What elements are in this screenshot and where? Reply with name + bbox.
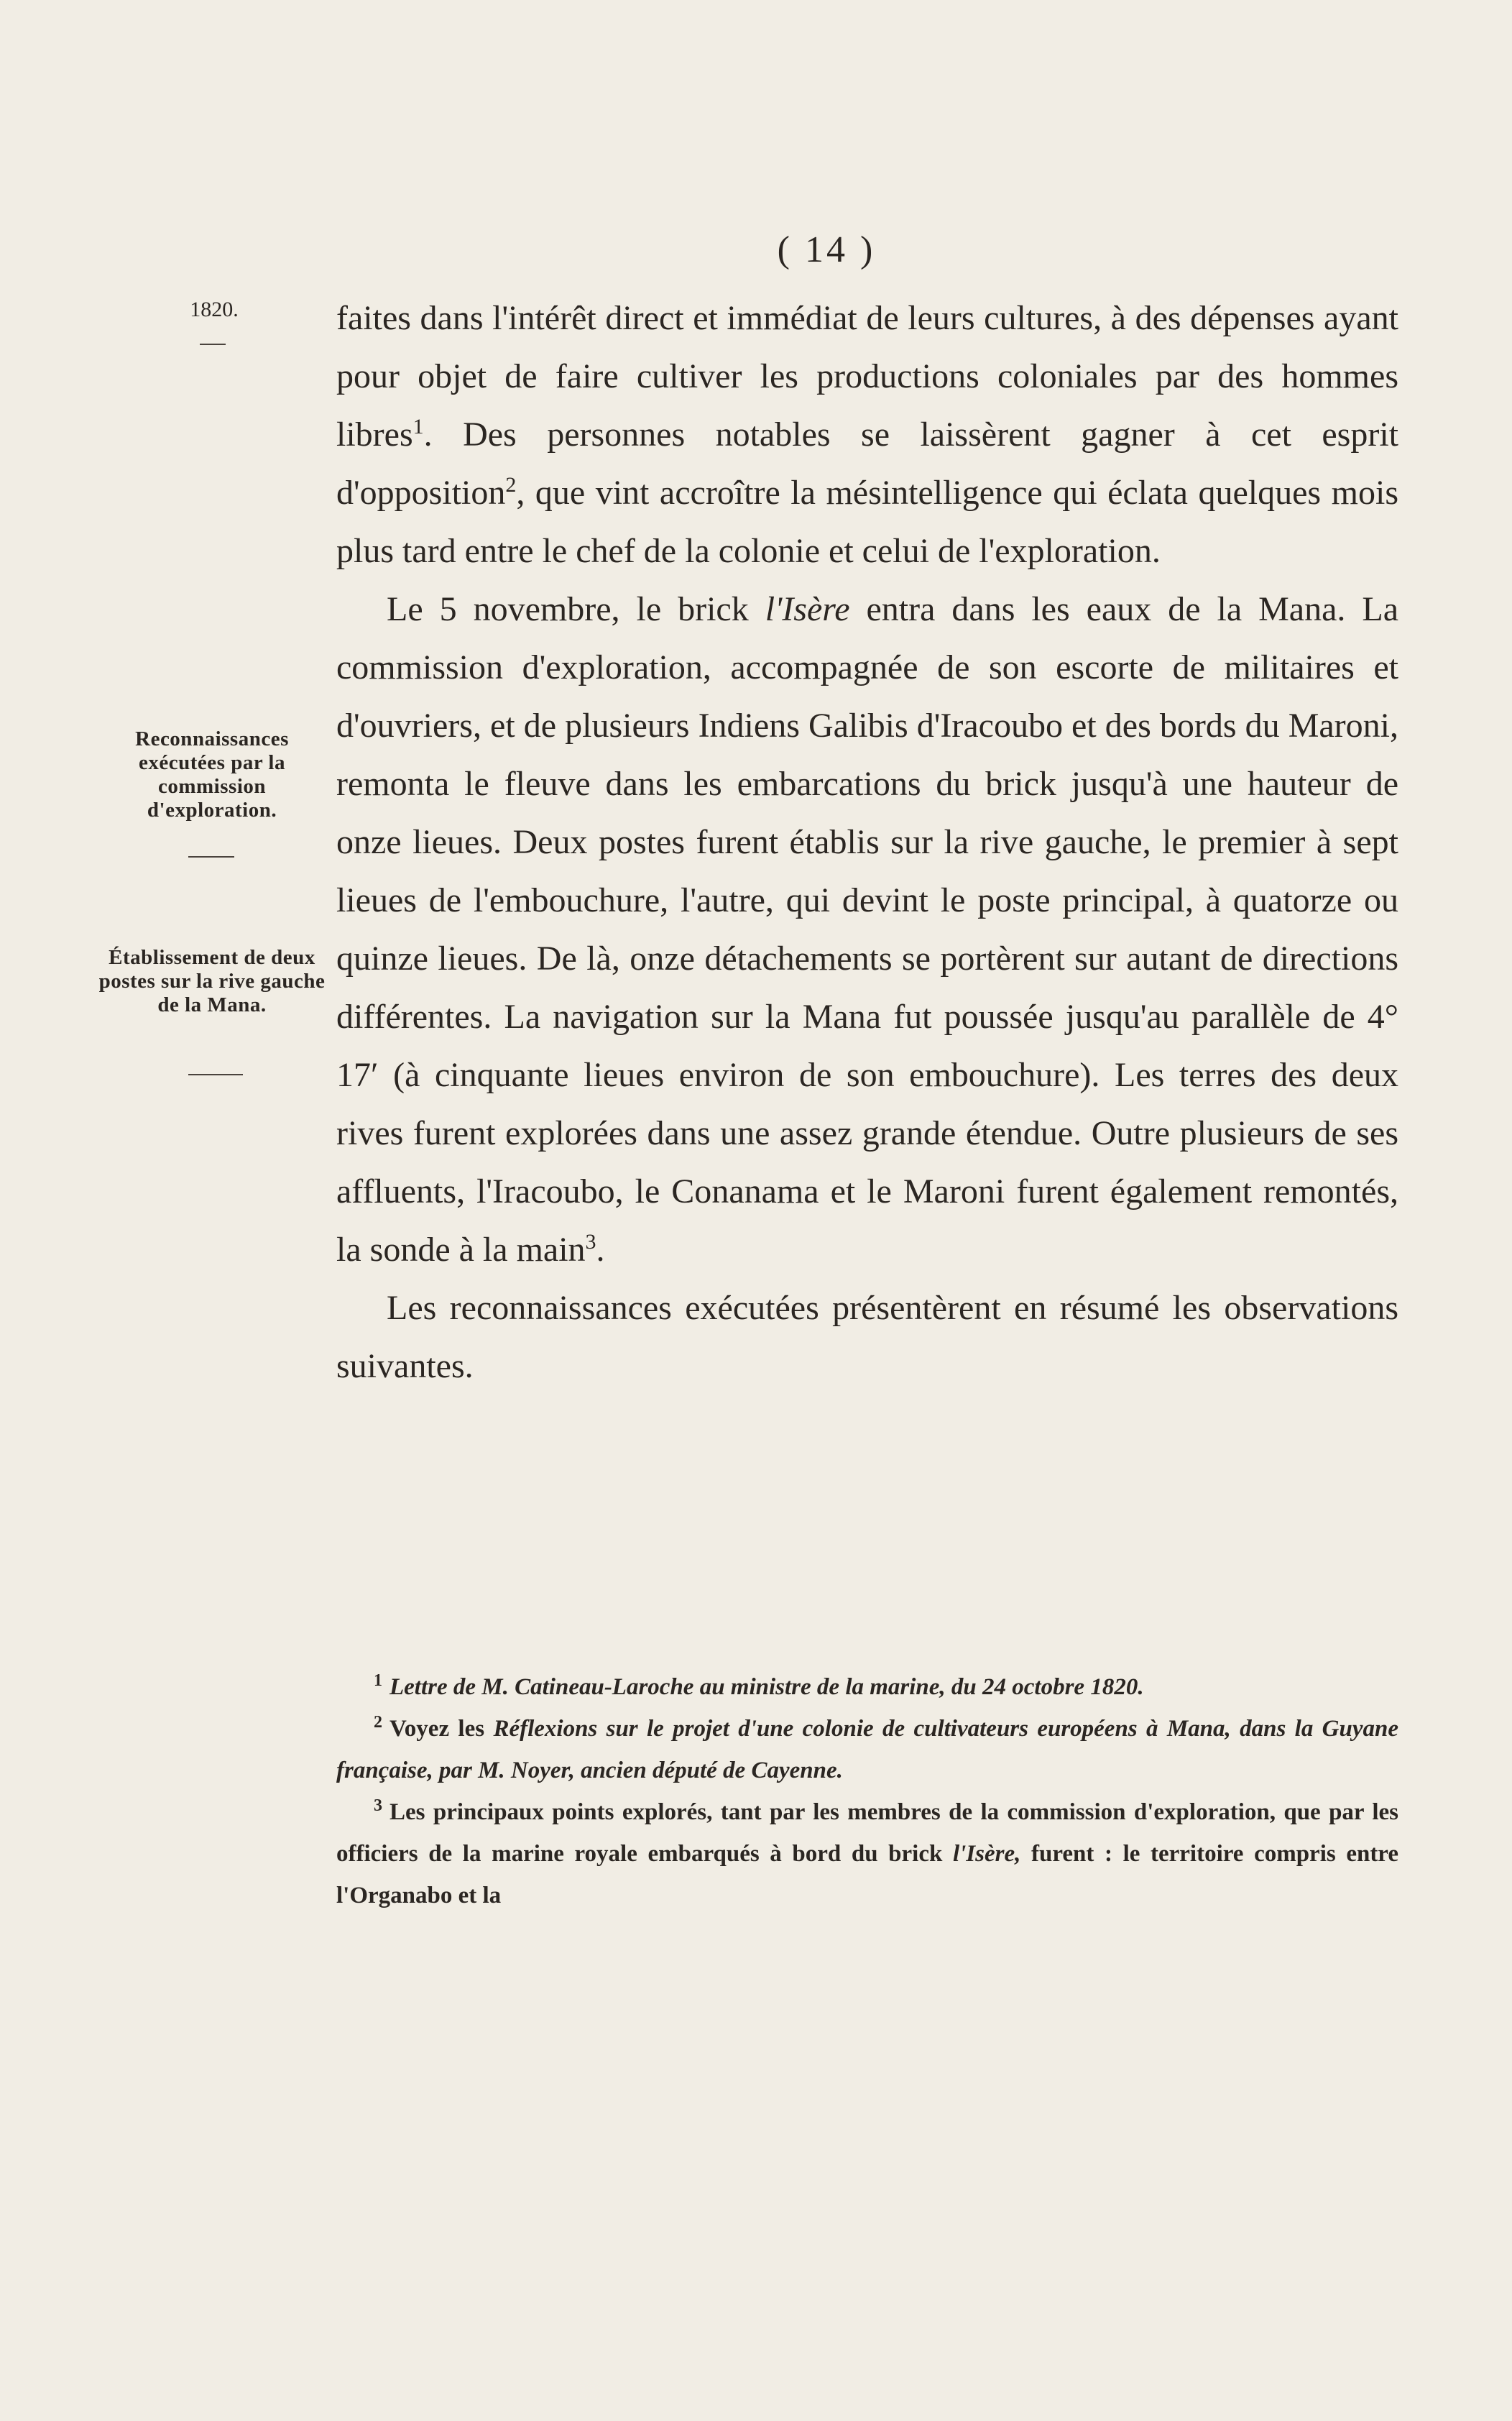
- footnote: $^1$ Lettre de M. Catineau-Laroche au ministre de la marine, du 24 octobre 1820.: [374, 1671, 1144, 1700]
- ship-name: l'Isère: [765, 590, 850, 628]
- footnote-ref: 1: [412, 415, 424, 438]
- footnotes: [336, 1666, 1398, 1916]
- footnote: $^2$ Voyez les Réflexions sur le projet d'une colonie de cultivateurs européens à Mana, dans la Guyane française, par M. Noyer, ancien député de Cayenne.: [336, 1713, 1398, 1783]
- side-note-etablissement: Établissement de deux postes sur la rive gauche de la Mana.: [98, 946, 326, 1016]
- footnote-ref: 3: [585, 1230, 596, 1254]
- footnote-ref: 2: [505, 473, 517, 497]
- paragraph: Les reconnaissances exécutées présentèrent en résumé les observations suivantes.: [336, 1289, 1398, 1385]
- side-note-rule: [188, 856, 234, 858]
- paragraph: faites dans l'intérêt direct et immédiat de leurs cultures, à des dépenses ayant pour objet de faire cultiver les productions coloniales par des hommes libres$^1$. Des personnes notables se laissèrent gagner à cet esprit d'opposition$^2$, que vint accroître la mésintelligence qui éclata quelques mois plus tard entre le chef de la colonie et celui de l'exploration.: [336, 299, 1398, 570]
- side-note-rule: [188, 1074, 243, 1075]
- page-number: ( 14 ): [777, 229, 876, 270]
- footnote: $^3$ Les principaux points explorés, tant par les membres de la commission d'exploration, que par les officiers de la marine royale embarqués à bord du brick l'Isère, furent : le territoire compris entre l'Organabo et la: [336, 1796, 1399, 1908]
- side-note-reconnaissances: Reconnaissances exécutées par la commission d'exploration.: [135, 727, 289, 822]
- margin-year: 1820.: [190, 298, 239, 321]
- main-text: [336, 289, 1398, 1395]
- paragraph: Le 5 novembre, le brick l'Isère entra dans les eaux de la Mana. La commission d'exploration, accompagnée de son escorte de militaires et d'ouvriers, et de plusieurs Indiens Galibis d'Iracoubo et des bords du Maroni, remonta le fleuve dans les embarcations du brick jusqu'à une hauteur de onze lieues. Deux postes furent établis sur la rive gauche, le premier à sept lieues de l'embouchure, l'autre, qui devint le poste principal, à quatorze ou quinze lieues. De là, onze détachements se portèrent sur autant de directions différentes. La navigation sur la Mana fut poussée jusqu'au parallèle de 4° 17′ (à cinquante lieues environ de son embouchure). Les terres des deux rives furent explorées dans une assez grande étendue. Outre plusieurs de ses affluents, l'Iracoubo, le Conanama et le Maroni furent également remontés, la sonde à la main$^3$.: [336, 590, 1399, 1269]
- margin-rule: [200, 344, 226, 345]
